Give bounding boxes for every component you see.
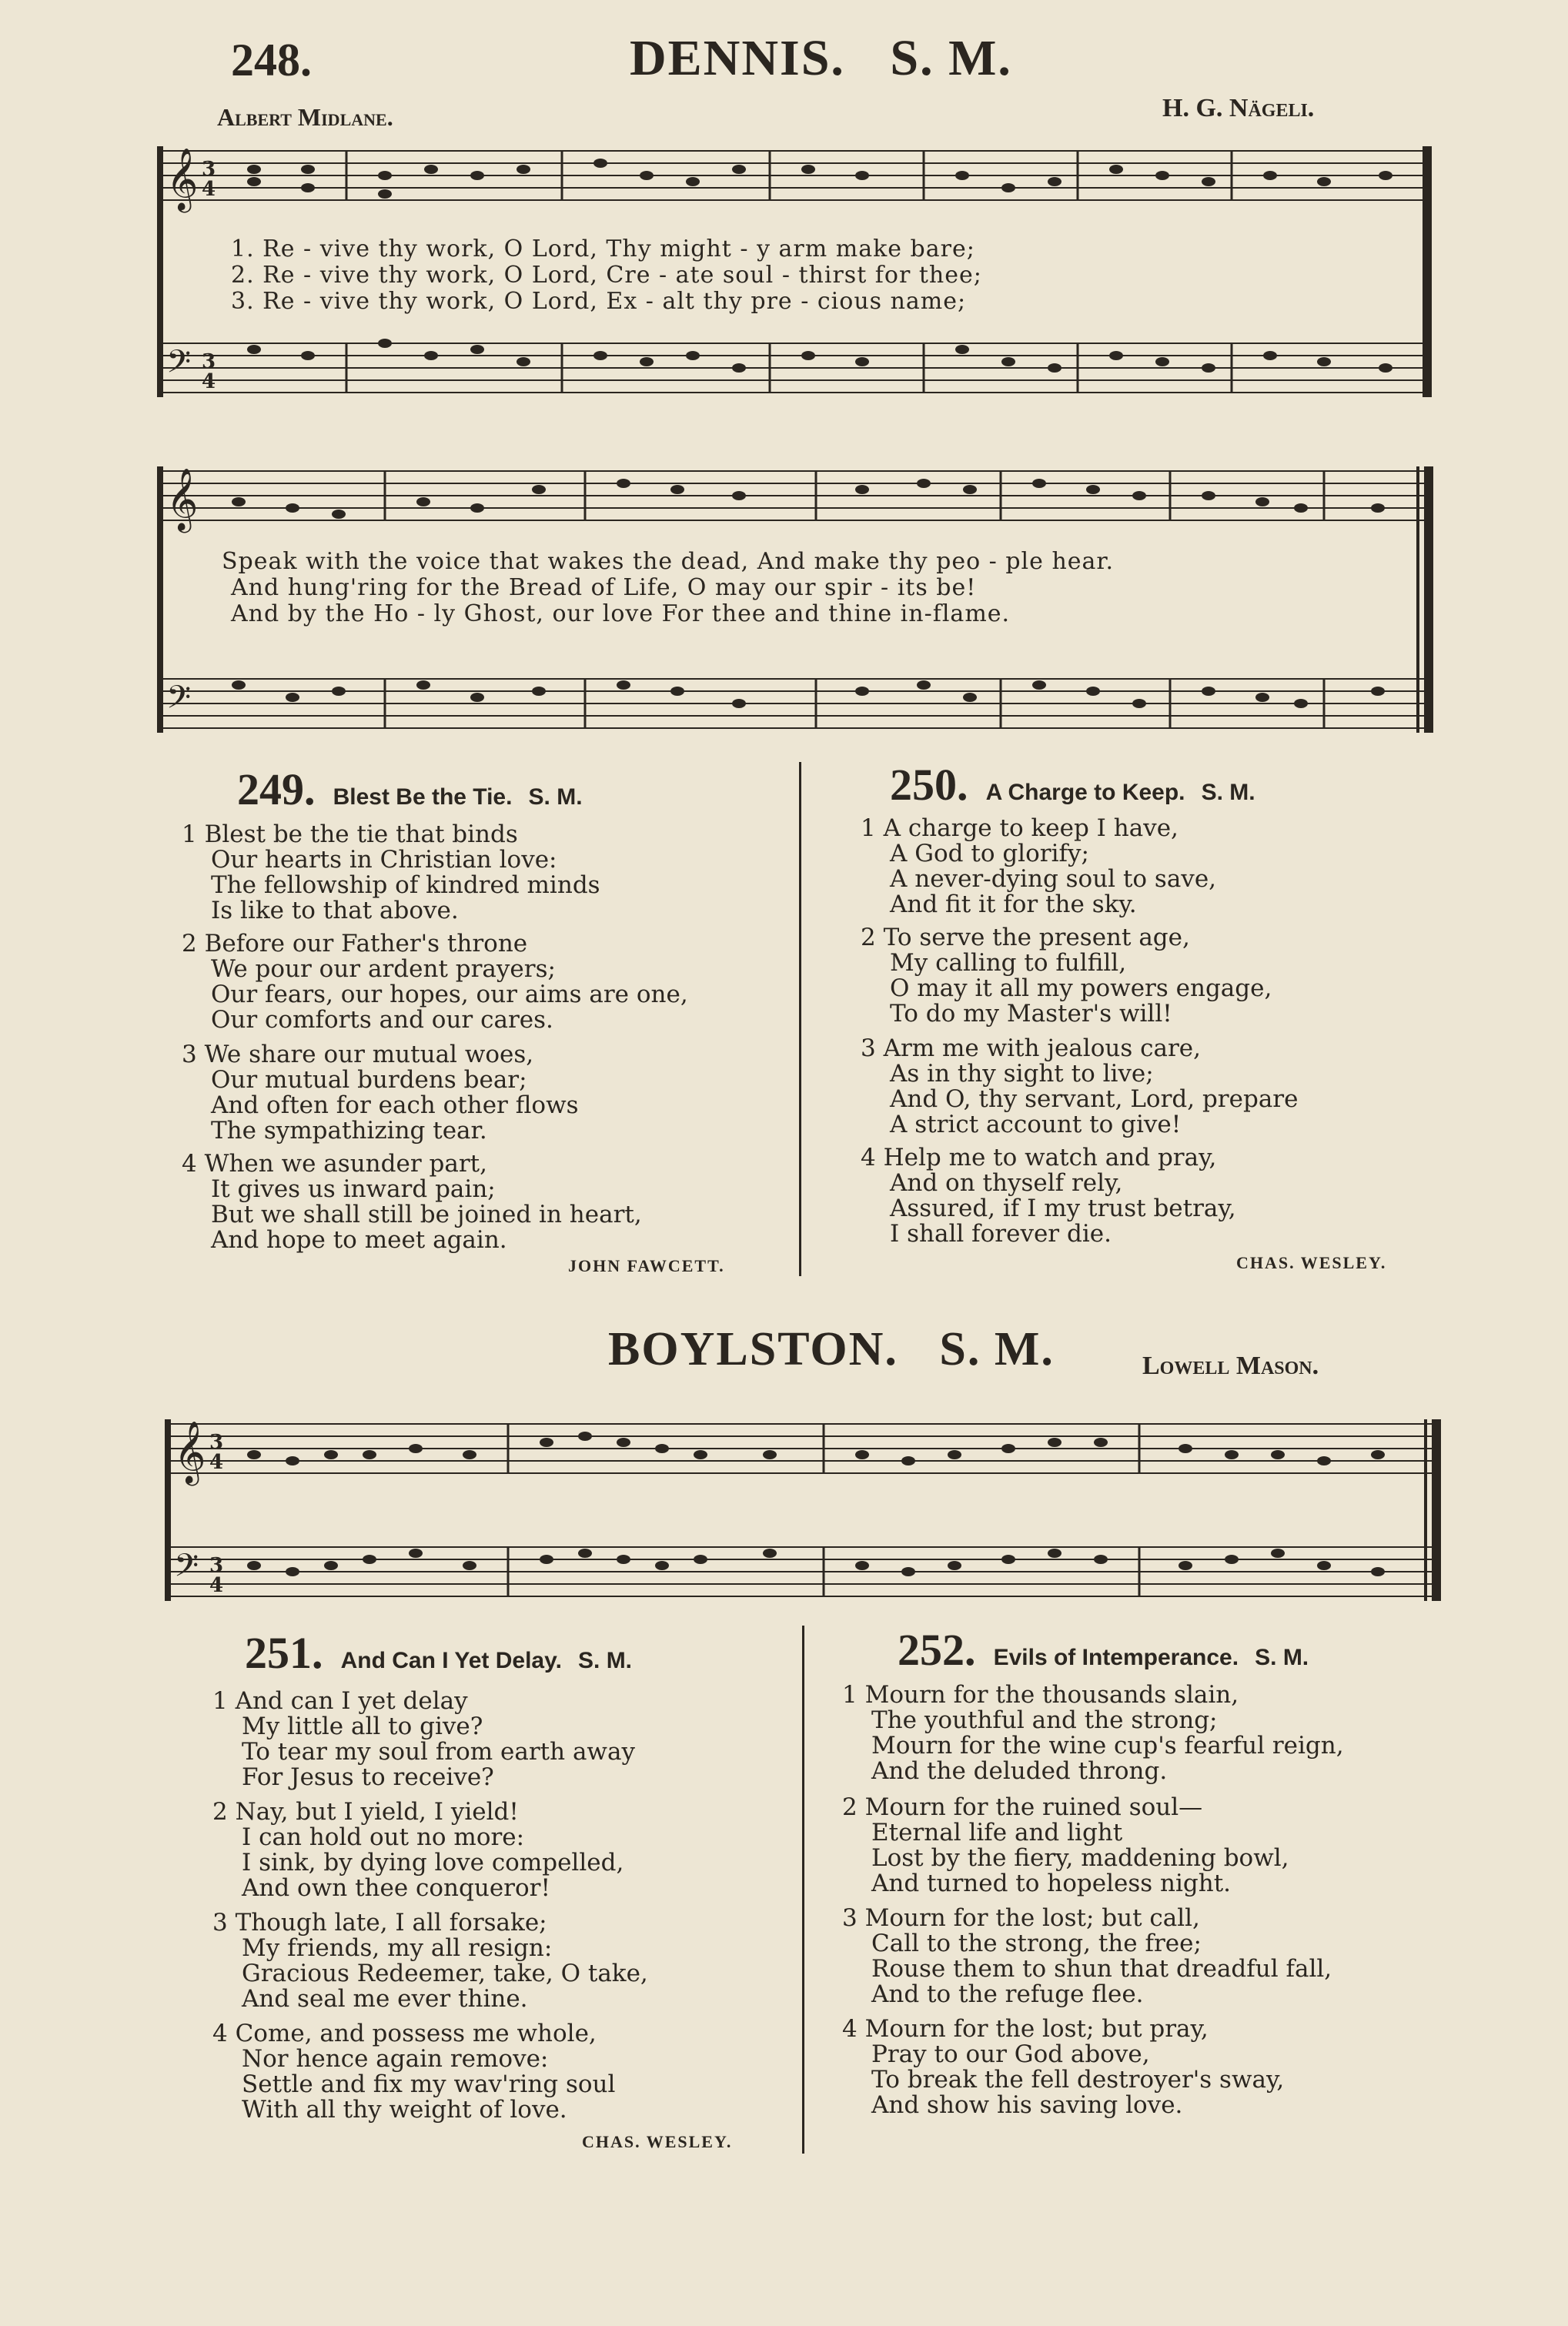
hymn-248-number: 248. <box>231 35 312 85</box>
hymn-250-s1-l1: 1 A charge to keep I have, <box>861 814 1179 842</box>
hymn-249-number: 249. <box>237 764 316 814</box>
svg-text:3: 3 <box>209 1431 224 1454</box>
hymn-251-s2-l1: 2 Nay, but I yield, I yield! <box>212 1798 519 1826</box>
hymn-249-s2-l3: Our fears, our hopes, our aims are one, <box>211 981 688 1008</box>
hymn-252-s4-l2: Pray to our God above, <box>871 2040 1150 2068</box>
svg-text:4: 4 <box>202 370 216 393</box>
hymn-250-s3-l1: 3 Arm me with jealous care, <box>861 1034 1201 1062</box>
hymn-252-stanza-3 <box>842 1906 1332 2007</box>
hymn-250-s1-l2: A God to glorify; <box>890 840 1089 867</box>
svg-text:4: 4 <box>209 1451 224 1474</box>
svg-text:3: 3 <box>209 1554 224 1577</box>
svg-text:𝄢: 𝄢 <box>166 679 192 724</box>
hymn-251-s4-l3: Settle and fix my wav'ring soul <box>242 2070 616 2098</box>
hymn-251-s3-l1: 3 Though late, I all forsake; <box>212 1909 547 1937</box>
hymn-250-stanza-2 <box>861 925 1272 1027</box>
column-divider-top <box>799 762 801 1276</box>
hymn-251-s3-l4: And seal me ever thine. <box>242 1985 528 2013</box>
hymn-249-s2-l2: We pour our ardent prayers; <box>211 955 556 983</box>
hymn-250-s4-l4: I shall forever die. <box>890 1220 1112 1248</box>
hymn-249-s2-l1: 2 Before our Father's throne <box>182 930 528 957</box>
boylston-composer: Lowell Mason. <box>1142 1352 1319 1380</box>
hymn-250-s4-l3: Assured, if I my trust betray, <box>890 1195 1236 1222</box>
hymn-250-title: A Charge to Keep. <box>985 780 1185 805</box>
hymn-250-s1-l3: A never-dying soul to save, <box>890 865 1217 893</box>
hymn-251-s2-l4: And own thee conqueror! <box>242 1874 550 1902</box>
hymn-252-stanza-1 <box>842 1683 1344 1784</box>
hymn-250-s3-l2: As in thy sight to live; <box>890 1060 1154 1088</box>
hymn-251-title: And Can I Yet Delay. <box>340 1648 562 1673</box>
hymn-249-stanza-3 <box>182 1042 579 1144</box>
tune-name-boylston <box>608 1322 1055 1377</box>
hymn-249-stanza-4 <box>182 1151 642 1253</box>
svg-text:𝄞: 𝄞 <box>166 147 199 210</box>
hymn-249-s3-l4: The sympathizing tear. <box>211 1117 487 1145</box>
svg-text:𝄢: 𝄢 <box>166 343 192 388</box>
hymn-249-s4-l4: And hope to meet again. <box>211 1226 507 1254</box>
svg-text:3: 3 <box>202 158 216 181</box>
hymn-252-s4-l4: And show his saving love. <box>871 2091 1183 2119</box>
hymn-249-s1-l1: 1 Blest be the tie that binds <box>182 820 518 848</box>
hymn-252-meter: S. M. <box>1255 1645 1309 1670</box>
hymn-252-s4-l1: 4 Mourn for the lost; but pray, <box>842 2015 1209 2043</box>
column-divider-bottom <box>802 1626 804 2154</box>
hymn-248-verse3-line1: 3. Re - vive thy work, O Lord, Ex - alt thy pre - cious name; <box>231 288 967 315</box>
boylston-meter: S. M. <box>939 1323 1055 1375</box>
hymn-251-s1-l4: For Jesus to receive? <box>242 1763 494 1791</box>
hymn-252-s1-l3: Mourn for the wine cup's fearful reign, <box>871 1732 1344 1760</box>
hymn-250-s3-l3: And O, thy servant, Lord, prepare <box>890 1085 1299 1113</box>
hymn-250-author: CHAS. WESLEY. <box>1236 1253 1387 1272</box>
hymn-249-s1-l4: Is like to that above. <box>211 897 459 924</box>
tune-name-dennis <box>630 29 1012 88</box>
hymn-250-s2-l1: 2 To serve the present age, <box>861 924 1190 951</box>
hymn-251-stanza-4 <box>212 2021 615 2123</box>
hymn-250-s4-l1: 4 Help me to watch and pray, <box>861 1144 1217 1171</box>
hymn-251-meter: S. M. <box>578 1648 633 1673</box>
hymn-248-verse2-line1: 2. Re - vive thy work, O Lord, Cre - ate soul - thirst for thee; <box>231 262 982 289</box>
hymn-252-heading <box>898 1624 1309 1676</box>
hymn-250-meter: S. M. <box>1201 780 1255 805</box>
hymn-249-s3-l2: Our mutual burdens bear; <box>211 1066 527 1094</box>
svg-text:𝄢: 𝄢 <box>174 1547 199 1592</box>
hymn-249-s3-l3: And often for each other flows <box>211 1091 579 1119</box>
hymn-252-s2-l4: And turned to hopeless night. <box>871 1870 1232 1897</box>
hymn-250-stanza-3 <box>861 1036 1298 1138</box>
hymn-252-s3-l3: Rouse them to shun that dreadful fall, <box>871 1955 1332 1983</box>
hymn-252-s1-l2: The youthful and the strong; <box>871 1706 1218 1734</box>
hymn-250-number: 250. <box>890 760 968 810</box>
svg-text:4: 4 <box>209 1574 224 1597</box>
hymn-250-s2-l3: O may it all my powers engage, <box>890 974 1272 1002</box>
hymn-249-title: Blest Be the Tie. <box>333 784 513 810</box>
hymn-251-s2-l3: I sink, by dying love compelled, <box>242 1849 624 1877</box>
hymn-250-s1-l4: And fit it for the sky. <box>890 891 1137 918</box>
hymn-248-author: Albert Midlane. <box>217 103 393 131</box>
hymn-250-s4-l2: And on thyself rely, <box>890 1169 1123 1197</box>
hymn-249-meter: S. M. <box>528 784 583 810</box>
hymn-249-s1-l2: Our hearts in Christian love: <box>211 846 557 874</box>
hymn-251-s2-l2: I can hold out no more: <box>242 1823 525 1851</box>
svg-text:𝄞: 𝄞 <box>166 467 199 530</box>
svg-text:4: 4 <box>202 178 216 201</box>
hymn-249-s2-l4: Our comforts and our cares. <box>211 1006 553 1034</box>
hymn-252-s1-l4: And the deluded throng. <box>871 1757 1168 1785</box>
hymn-250-stanza-1 <box>861 816 1216 917</box>
hymn-252-s3-l2: Call to the strong, the free; <box>871 1930 1202 1957</box>
tune-name: DENNIS. <box>630 30 845 86</box>
hymn-252-s4-l3: To break the fell destroyer's sway, <box>871 2066 1285 2094</box>
hymn-249-stanza-2 <box>182 931 688 1033</box>
hymn-250-stanza-4 <box>861 1145 1236 1247</box>
hymn-251-s4-l2: Nor hence again remove: <box>242 2045 549 2073</box>
hymn-251-s3-l2: My friends, my all resign: <box>242 1934 553 1962</box>
hymn-249-stanza-1 <box>182 822 600 924</box>
svg-text:3: 3 <box>202 350 216 373</box>
hymn-248-verse2-line2: And hung'ring for the Bread of Life, O may our spir - its be! <box>231 574 977 601</box>
hymn-248-verse3-line2: And by the Ho - ly Ghost, our love For thee and thine in-flame. <box>231 600 1011 627</box>
hymn-250-s3-l4: A strict account to give! <box>890 1111 1182 1138</box>
hymn-251-s4-l1: 4 Come, and possess me whole, <box>212 2020 597 2047</box>
hymn-249-s4-l3: But we shall still be joined in heart, <box>211 1201 642 1228</box>
hymn-251-stanza-1 <box>212 1689 635 1790</box>
boylston-tune: BOYLSTON. <box>608 1323 898 1375</box>
hymn-252-number: 252. <box>898 1625 976 1675</box>
hymn-251-s1-l2: My little all to give? <box>242 1713 483 1740</box>
hymn-251-s4-l4: With all thy weight of love. <box>242 2096 567 2124</box>
hymn-251-s1-l1: 1 And can I yet delay <box>212 1687 468 1715</box>
hymn-251-stanza-3 <box>212 1910 648 2012</box>
hymn-252-s3-l4: And to the refuge flee. <box>871 1980 1144 2008</box>
hymn-248-verse1-line2: Speak with the voice that wakes the dead, And make thy peo - ple hear. <box>222 548 1114 575</box>
hymn-251-heading <box>245 1627 632 1679</box>
hymn-252-stanza-4 <box>842 2017 1284 2118</box>
hymn-252-s2-l3: Lost by the fiery, maddening bowl, <box>871 1844 1289 1872</box>
svg-text:𝄞: 𝄞 <box>174 1420 206 1483</box>
hymn-252-s2-l2: Eternal life and light <box>871 1819 1123 1846</box>
hymn-252-s3-l1: 3 Mourn for the lost; but call, <box>842 1904 1200 1932</box>
hymn-252-title: Evils of Intemperance. <box>993 1645 1239 1670</box>
hymn-250-s2-l4: To do my Master's will! <box>890 1000 1172 1028</box>
hymn-249-author: JOHN FAWCETT. <box>568 1256 725 1275</box>
hymn-250-s2-l2: My calling to fulfill, <box>890 949 1127 977</box>
score-system-3 <box>162 1409 1455 1616</box>
hymn-249-s1-l3: The fellowship of kindred minds <box>211 871 600 899</box>
hymn-252-s1-l1: 1 Mourn for the thousands slain, <box>842 1681 1239 1709</box>
hymn-251-s3-l3: Gracious Redeemer, take, O take, <box>242 1960 648 1987</box>
hymn-252-s2-l1: 2 Mourn for the ruined soul— <box>842 1793 1203 1821</box>
hymn-249-s4-l1: 4 When we asunder part, <box>182 1150 487 1178</box>
tune-meter: S. M. <box>890 30 1012 86</box>
hymn-249-s4-l2: It gives us inward pain; <box>211 1175 496 1203</box>
hymn-250-heading <box>890 759 1255 810</box>
hymn-249-heading <box>237 764 583 815</box>
hymn-251-author: CHAS. WESLEY. <box>582 2132 733 2151</box>
hymn-251-s1-l3: To tear my soul from earth away <box>242 1738 635 1766</box>
hymn-249-s3-l1: 3 We share our mutual woes, <box>182 1041 534 1068</box>
hymn-248-verse1-line1: 1. Re - vive thy work, O Lord, Thy might - y arm make bare; <box>231 236 975 262</box>
hymn-252-stanza-2 <box>842 1795 1289 1897</box>
hymn-251-stanza-2 <box>212 1800 624 1901</box>
hymn-248-composer: H. G. Nägeli. <box>1162 94 1315 122</box>
hymn-251-number: 251. <box>245 1628 323 1678</box>
